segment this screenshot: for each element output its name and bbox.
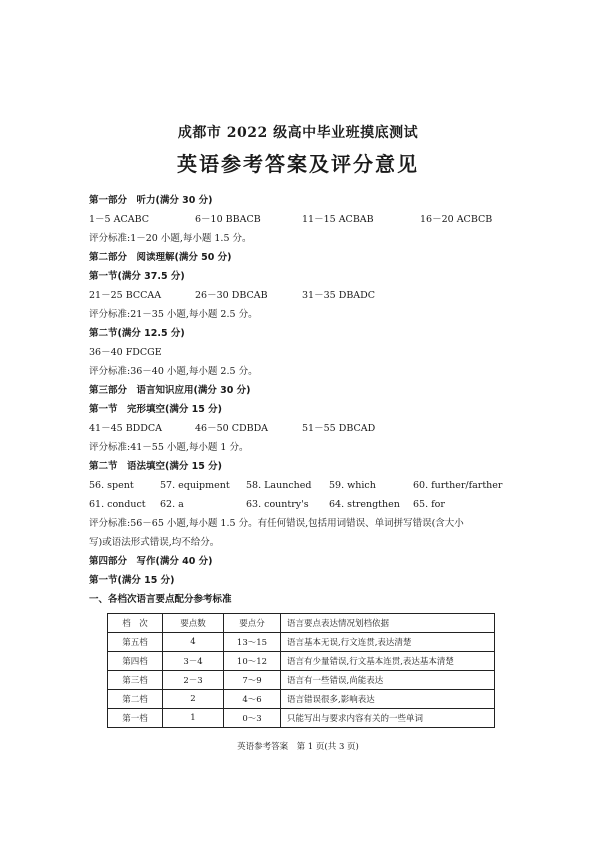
- table-cell: 只能写出与要求内容有关的一些单词: [281, 709, 495, 728]
- table-row: [108, 709, 495, 728]
- part2-sec2-standard: 评分标准:36－40 小题,每小题 2.5 分。: [89, 366, 258, 377]
- grammar-answer: 56. spent: [89, 480, 134, 491]
- grammar-answers-row-1: [89, 479, 509, 493]
- grammar-answer: 57. equipment: [160, 480, 230, 491]
- table-cell: 13～15: [224, 633, 281, 652]
- part2-sec1-heading: 第一节(满分 37.5 分): [89, 271, 185, 282]
- grammar-answer: 60. further/farther: [413, 480, 503, 491]
- table-cell: 第四档: [108, 652, 163, 671]
- part4-heading: 第四部分 写作(满分 40 分): [89, 556, 213, 567]
- answer-group: 51－55 DBCAD: [302, 423, 376, 434]
- answer-group: 1－5 ACABC: [89, 214, 150, 225]
- answer-group: 6－10 BBACB: [195, 214, 261, 225]
- part2-sec2-heading: 第二节(满分 12.5 分): [89, 328, 185, 339]
- grammar-answer: 58. Launched: [246, 480, 312, 491]
- part3-sec1-heading: 第一节 完形填空(满分 15 分): [89, 404, 223, 415]
- part1-standard: 评分标准:1－20 小题,每小题 1.5 分。: [89, 233, 252, 244]
- part1-answers-row: [89, 213, 509, 227]
- table-row: [108, 633, 495, 652]
- part3-sec2-standard-line1: 评分标准:56－65 小题,每小题 1.5 分。有任何错误,包括用词错误、单词拼写错误(含大小: [89, 518, 464, 529]
- part3-sec2-heading: 第二节 语法填空(满分 15 分): [89, 461, 223, 472]
- document-title: 英语参考答案及评分意见: [177, 152, 419, 176]
- part3-sec1-standard: 评分标准:41－55 小题,每小题 1 分。: [89, 442, 249, 453]
- part3-heading: 第三部分 语言知识应用(满分 30 分): [89, 385, 251, 396]
- answer-group: 11－15 ACBAB: [302, 214, 374, 225]
- table-cell: 7～9: [224, 671, 281, 690]
- grammar-answer: 61. conduct: [89, 499, 146, 510]
- table-header-cell: 要点数: [163, 614, 224, 633]
- table-cell: 语言有一些错误,尚能表达: [281, 671, 495, 690]
- grammar-answer: 65. for: [413, 499, 445, 510]
- table-row: [108, 652, 495, 671]
- table-cell: 4: [163, 633, 224, 652]
- grammar-answer: 62. a: [160, 499, 184, 510]
- table-cell: 0～3: [224, 709, 281, 728]
- table-header-cell: 语言要点表达情况划档依据: [281, 614, 495, 633]
- exam-title: 成都市 2022 级高中毕业班摸底测试: [177, 125, 419, 141]
- grammar-answers-row-2: [89, 498, 509, 512]
- table-row: [108, 690, 495, 709]
- table-cell: 4～6: [224, 690, 281, 709]
- table-cell: 3－4: [163, 652, 224, 671]
- part2-sec1-answers-row: [89, 289, 509, 303]
- table-cell: 2: [163, 690, 224, 709]
- grading-table: [107, 613, 495, 728]
- page-footer: 英语参考答案 第 1 页(共 3 页): [237, 742, 359, 752]
- part1-heading: 第一部分 听力(满分 30 分): [89, 195, 213, 206]
- grammar-answer: 64. strengthen: [329, 499, 400, 510]
- table-title: 一、各档次语言要点配分参考标准: [89, 594, 232, 605]
- table-cell: 语言基本无误,行文连贯,表达清楚: [281, 633, 495, 652]
- part3-sec2-standard-line2: 写)或语法形式错误,均不给分。: [89, 537, 220, 548]
- part2-heading: 第二部分 阅读理解(满分 50 分): [89, 252, 232, 263]
- table-cell: 10～12: [224, 652, 281, 671]
- table-cell: 第五档: [108, 633, 163, 652]
- part2-sec1-standard: 评分标准:21－35 小题,每小题 2.5 分。: [89, 309, 258, 320]
- part2-sec2-answers: 36－40 FDCGE: [89, 347, 162, 358]
- table-row: [108, 671, 495, 690]
- table-cell: 语言错误很多,影响表达: [281, 690, 495, 709]
- table-cell: 第一档: [108, 709, 163, 728]
- table-cell: 第二档: [108, 690, 163, 709]
- table-cell: 1: [163, 709, 224, 728]
- grammar-answer: 59. which: [329, 480, 376, 491]
- table-header-row: [108, 614, 495, 633]
- answer-group: 21－25 BCCAA: [89, 290, 162, 301]
- part3-sec1-answers-row: [89, 422, 509, 436]
- table-cell: 2－3: [163, 671, 224, 690]
- grammar-answer: 63. country's: [246, 499, 309, 510]
- part4-sec1-heading: 第一节(满分 15 分): [89, 575, 175, 586]
- table-header-cell: 要点分: [224, 614, 281, 633]
- answer-group: 16－20 ACBCB: [420, 214, 493, 225]
- table-cell: 第三档: [108, 671, 163, 690]
- answer-group: 46－50 CDBDA: [195, 423, 269, 434]
- table-cell: 语言有少量错误,行文基本连贯,表达基本清楚: [281, 652, 495, 671]
- answer-group: 31－35 DBADC: [302, 290, 376, 301]
- table-header-cell: 档 次: [108, 614, 163, 633]
- answer-group: 41－45 BDDCA: [89, 423, 163, 434]
- answer-group: 26－30 DBCAB: [195, 290, 268, 301]
